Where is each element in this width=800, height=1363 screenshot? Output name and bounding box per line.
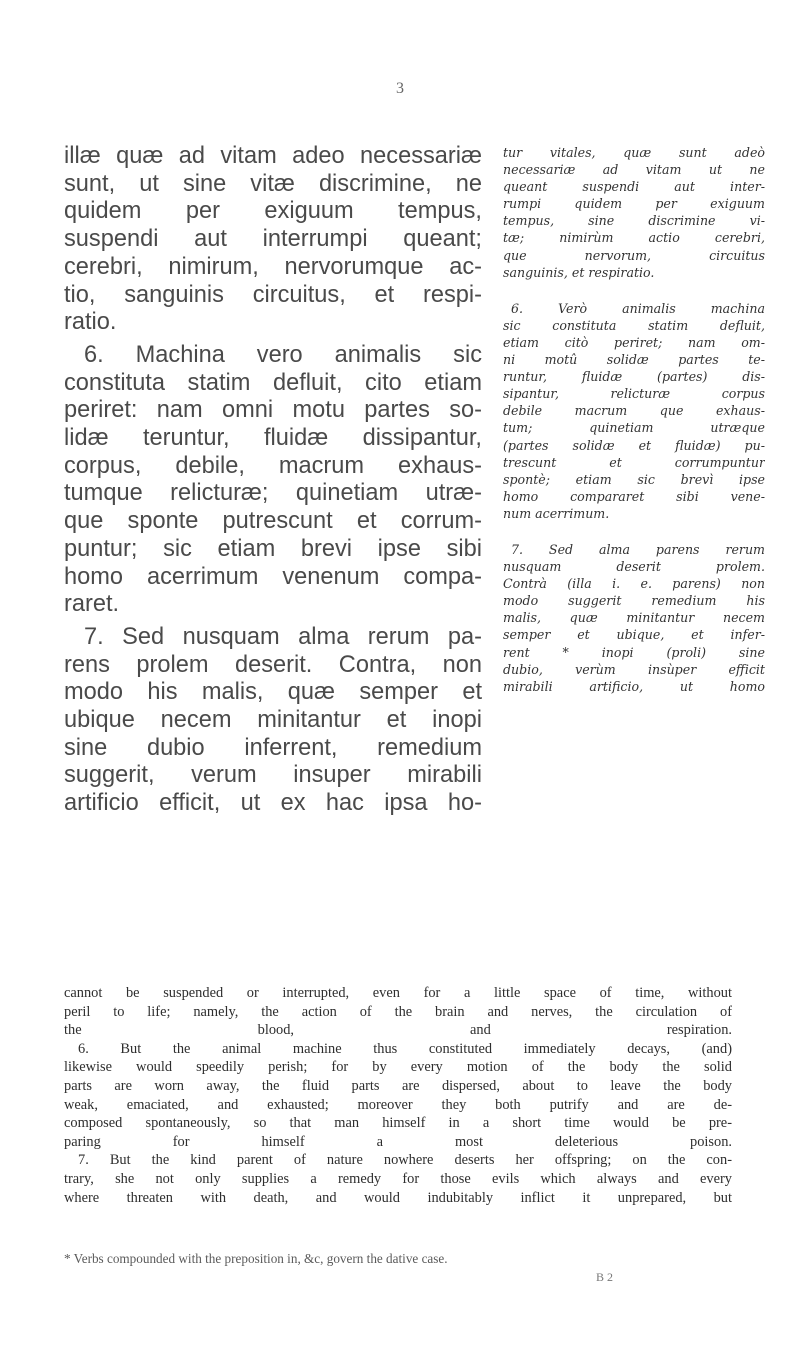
gloss-line: modo suggerit remedium his: [503, 593, 765, 609]
gloss-line: malis, quæ minitantur necem: [503, 610, 765, 626]
gloss-line: spontè; etiam sic brevì ipse: [503, 471, 765, 487]
gloss-line: rent * inopi (proli) sine: [503, 644, 765, 660]
gloss-line: debile macrum que exhaus-: [503, 403, 765, 419]
gloss-line: sipantur, relicturæ corpus: [503, 386, 765, 402]
gloss-line: tur vitales, quæ sunt adeò: [503, 145, 765, 160]
footnote-text: * Verbs compounded with the preposition in, &c, govern the dative case.: [64, 1251, 448, 1266]
gloss-line: que nervorum, circuitus: [503, 247, 765, 263]
latin-line: corpus, debile, macrum exhaus-: [64, 452, 482, 479]
english-line: weak, emaciated, and exhausted; moreover they both putrify and are de-: [64, 1096, 732, 1113]
latin-line: lidæ teruntur, fluidæ dissipantur,: [64, 425, 482, 452]
english-line: the blood, and respiration.: [64, 1022, 732, 1039]
gloss-line: dubio, verùm insùper efficit: [503, 661, 765, 677]
gloss-line: queant suspendi aut inter-: [503, 179, 765, 195]
gloss-line: Contrà (illa i. e. parens) non: [503, 576, 765, 592]
english-line: peril to life; namely, the action of the brain and nerves, the circulation of: [64, 1003, 732, 1020]
gloss-line: mirabili artificio, ut homo: [503, 678, 765, 694]
latin-line: puntur; sic etiam brevi ipse sibi: [64, 535, 482, 562]
latin-line: artificio efficit, ut ex hac ipsa ho-: [64, 790, 482, 817]
latin-line: ratio.: [64, 309, 117, 336]
gloss-line: ni motû solidæ partes te-: [503, 352, 765, 368]
gloss-line: sanguinis, et respiratio.: [503, 264, 655, 280]
latin-line: rens prolem deserit. Contra, non: [64, 651, 482, 678]
gloss-line: trescunt et corrumpuntur: [503, 454, 765, 470]
latin-line: quidem per exiguum tempus,: [64, 198, 482, 225]
gloss-line: nusquam deserit prolem.: [503, 559, 765, 575]
latin-line: sunt, ut sine vitæ discrimine, ne: [64, 170, 482, 197]
latin-line: modo his malis, quæ semper et: [64, 679, 482, 706]
english-line: where threaten with death, and would indubitably inflict it unprepared, but: [64, 1189, 732, 1206]
latin-line: ubique necem minitantur et inopi: [64, 707, 482, 734]
gloss-line: (partes solidæ et fluidæ) pu-: [503, 437, 765, 453]
latin-line: sine dubio inferrent, remedium: [64, 734, 482, 761]
english-line: cannot be suspended or interrupted, even for a little space of time, without: [64, 985, 732, 1001]
latin-line: tio, sanguinis circuitus, et respi-: [64, 281, 482, 308]
signature-mark: B 2: [596, 1270, 614, 1284]
footnote: [64, 1250, 754, 1267]
latin-line: que sponte putrescunt et corrum-: [64, 508, 482, 535]
latin-text-column: [64, 143, 482, 818]
english-line: composed spontaneously, so that man himself in a short time would be pre-: [64, 1115, 732, 1132]
english-line: trary, she not only supplies a remedy for those evils which always and every: [64, 1170, 732, 1187]
latin-line: illæ quæ ad vitam adeo necessariæ: [64, 143, 482, 169]
latin-line: suspendi aut interrumpi queant;: [64, 226, 482, 253]
english-line: paring for himself a most deleterious poison.: [64, 1133, 732, 1150]
latin-line: cerebri, nimirum, nervorumque ac-: [64, 253, 482, 280]
latin-line: 6. Machina vero animalis sic: [84, 341, 482, 368]
latin-gloss-column: [503, 144, 765, 695]
latin-line: raret.: [64, 591, 120, 618]
gloss-line: runtur, fluidæ (partes) dis-: [503, 369, 765, 385]
gloss-line: tum; quinetiam utræque: [503, 420, 765, 436]
gloss-line: sic constituta statim defluit,: [503, 317, 765, 333]
latin-line: periret: nam omni motu partes so-: [64, 397, 482, 424]
latin-line: homo acerrimum venenum compa-: [64, 563, 482, 590]
latin-line: tumque relicturæ; quinetiam utræ-: [64, 480, 482, 507]
gloss-line: tempus, sine discrimine vi-: [503, 213, 765, 229]
page-number: 3: [396, 80, 404, 97]
gloss-line: rumpi quidem per exiguum: [503, 196, 765, 212]
english-line: 7. But the kind parent of nature nowhere deserts her offspring; on the con-: [78, 1152, 732, 1169]
english-line: parts are worn away, the fluid parts are dispersed, about to leave the body: [64, 1077, 732, 1094]
gloss-line: 7. Sed alma parens rerum: [511, 541, 765, 557]
latin-line: 7. Sed nusquam alma rerum pa-: [84, 623, 482, 650]
english-translation: [64, 984, 732, 1207]
gloss-line: tæ; nimirùm actio cerebri,: [503, 230, 765, 246]
gloss-line: num acerrimum.: [503, 505, 610, 521]
gloss-line: etiam citò periret; nam om-: [503, 334, 765, 350]
gloss-line: necessariæ ad vitam ut ne: [503, 162, 765, 178]
english-line: likewise would speedily perish; for by every motion of the body the solid: [64, 1059, 732, 1076]
latin-line: constituta statim defluit, cito etiam: [64, 369, 482, 396]
gloss-line: 6. Verò animalis machina: [511, 300, 765, 316]
latin-line: suggerit, verum insuper mirabili: [64, 762, 482, 789]
gloss-line: semper et ubique, et infer-: [503, 627, 765, 643]
gloss-line: homo compararet sibi vene-: [503, 488, 765, 504]
english-line: 6. But the animal machine thus constituted immediately decays, (and): [78, 1040, 732, 1057]
